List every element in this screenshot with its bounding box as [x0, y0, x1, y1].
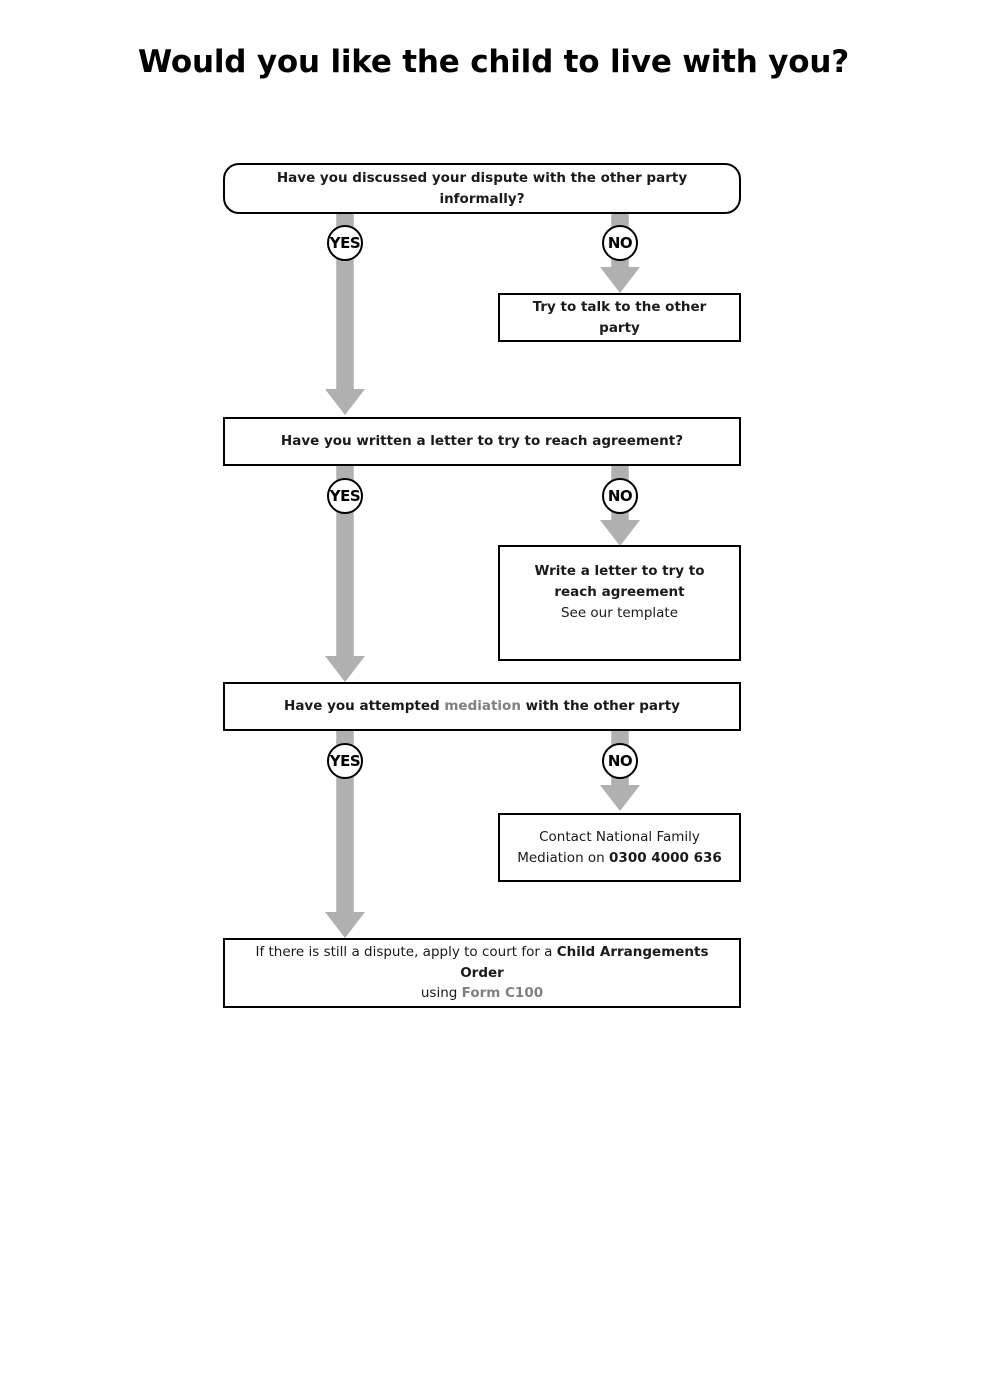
question-box-mediation-text	[225, 696, 739, 717]
badge-no-q2: NO	[602, 478, 638, 514]
action-box-write-letter-line1: Write a letter to try to reach agreement	[534, 563, 705, 600]
badge-no-q1: NO	[602, 225, 638, 261]
final-box-using-label: using	[420, 985, 462, 1002]
badge-yes-q3: YES	[327, 743, 363, 779]
question-box-mediation-prefix: Have you attempted	[284, 698, 445, 715]
badge-yes-q2: YES	[327, 478, 363, 514]
final-box-prefix: If there is still a dispute, apply to court for a	[255, 943, 557, 960]
action-box-contact-national-family-mediation	[498, 813, 741, 882]
question-box-written-letter	[223, 417, 741, 466]
question-box-mediation-suffix: with the other party	[520, 698, 680, 715]
question-box-informal-discussion	[223, 163, 741, 214]
mediation-link[interactable]: mediation	[444, 698, 521, 715]
child-arrangements-order-label: Child Arrangements Order	[460, 943, 709, 981]
action-box-talk-to-other-party-text: Try to talk to the other party	[532, 298, 707, 336]
page-title: Would you like the child to live with you?	[138, 44, 849, 80]
final-box-apply-to-court	[223, 938, 741, 1008]
badge-yes-q1: YES	[327, 225, 363, 261]
contact-mediation-phone-number: 0300 4000 636	[609, 849, 722, 866]
contact-mediation-prefix: Contact National Family Mediation on	[517, 828, 700, 866]
action-box-talk-to-other-party	[498, 293, 741, 342]
action-box-write-letter	[498, 545, 741, 661]
action-box-write-letter-template-link[interactable]: See our template	[560, 604, 679, 621]
badge-no-q3: NO	[602, 743, 638, 779]
question-box-mediation	[223, 682, 741, 731]
form-c100-link[interactable]: Form C100	[461, 985, 544, 1002]
question-box-informal-discussion-text: Have you discussed your dispute with the other party informally?	[276, 169, 688, 207]
final-box-apply-to-court-text	[225, 942, 739, 1005]
question-box-written-letter-text: Have you written a letter to try to reach agreement?	[280, 433, 684, 450]
